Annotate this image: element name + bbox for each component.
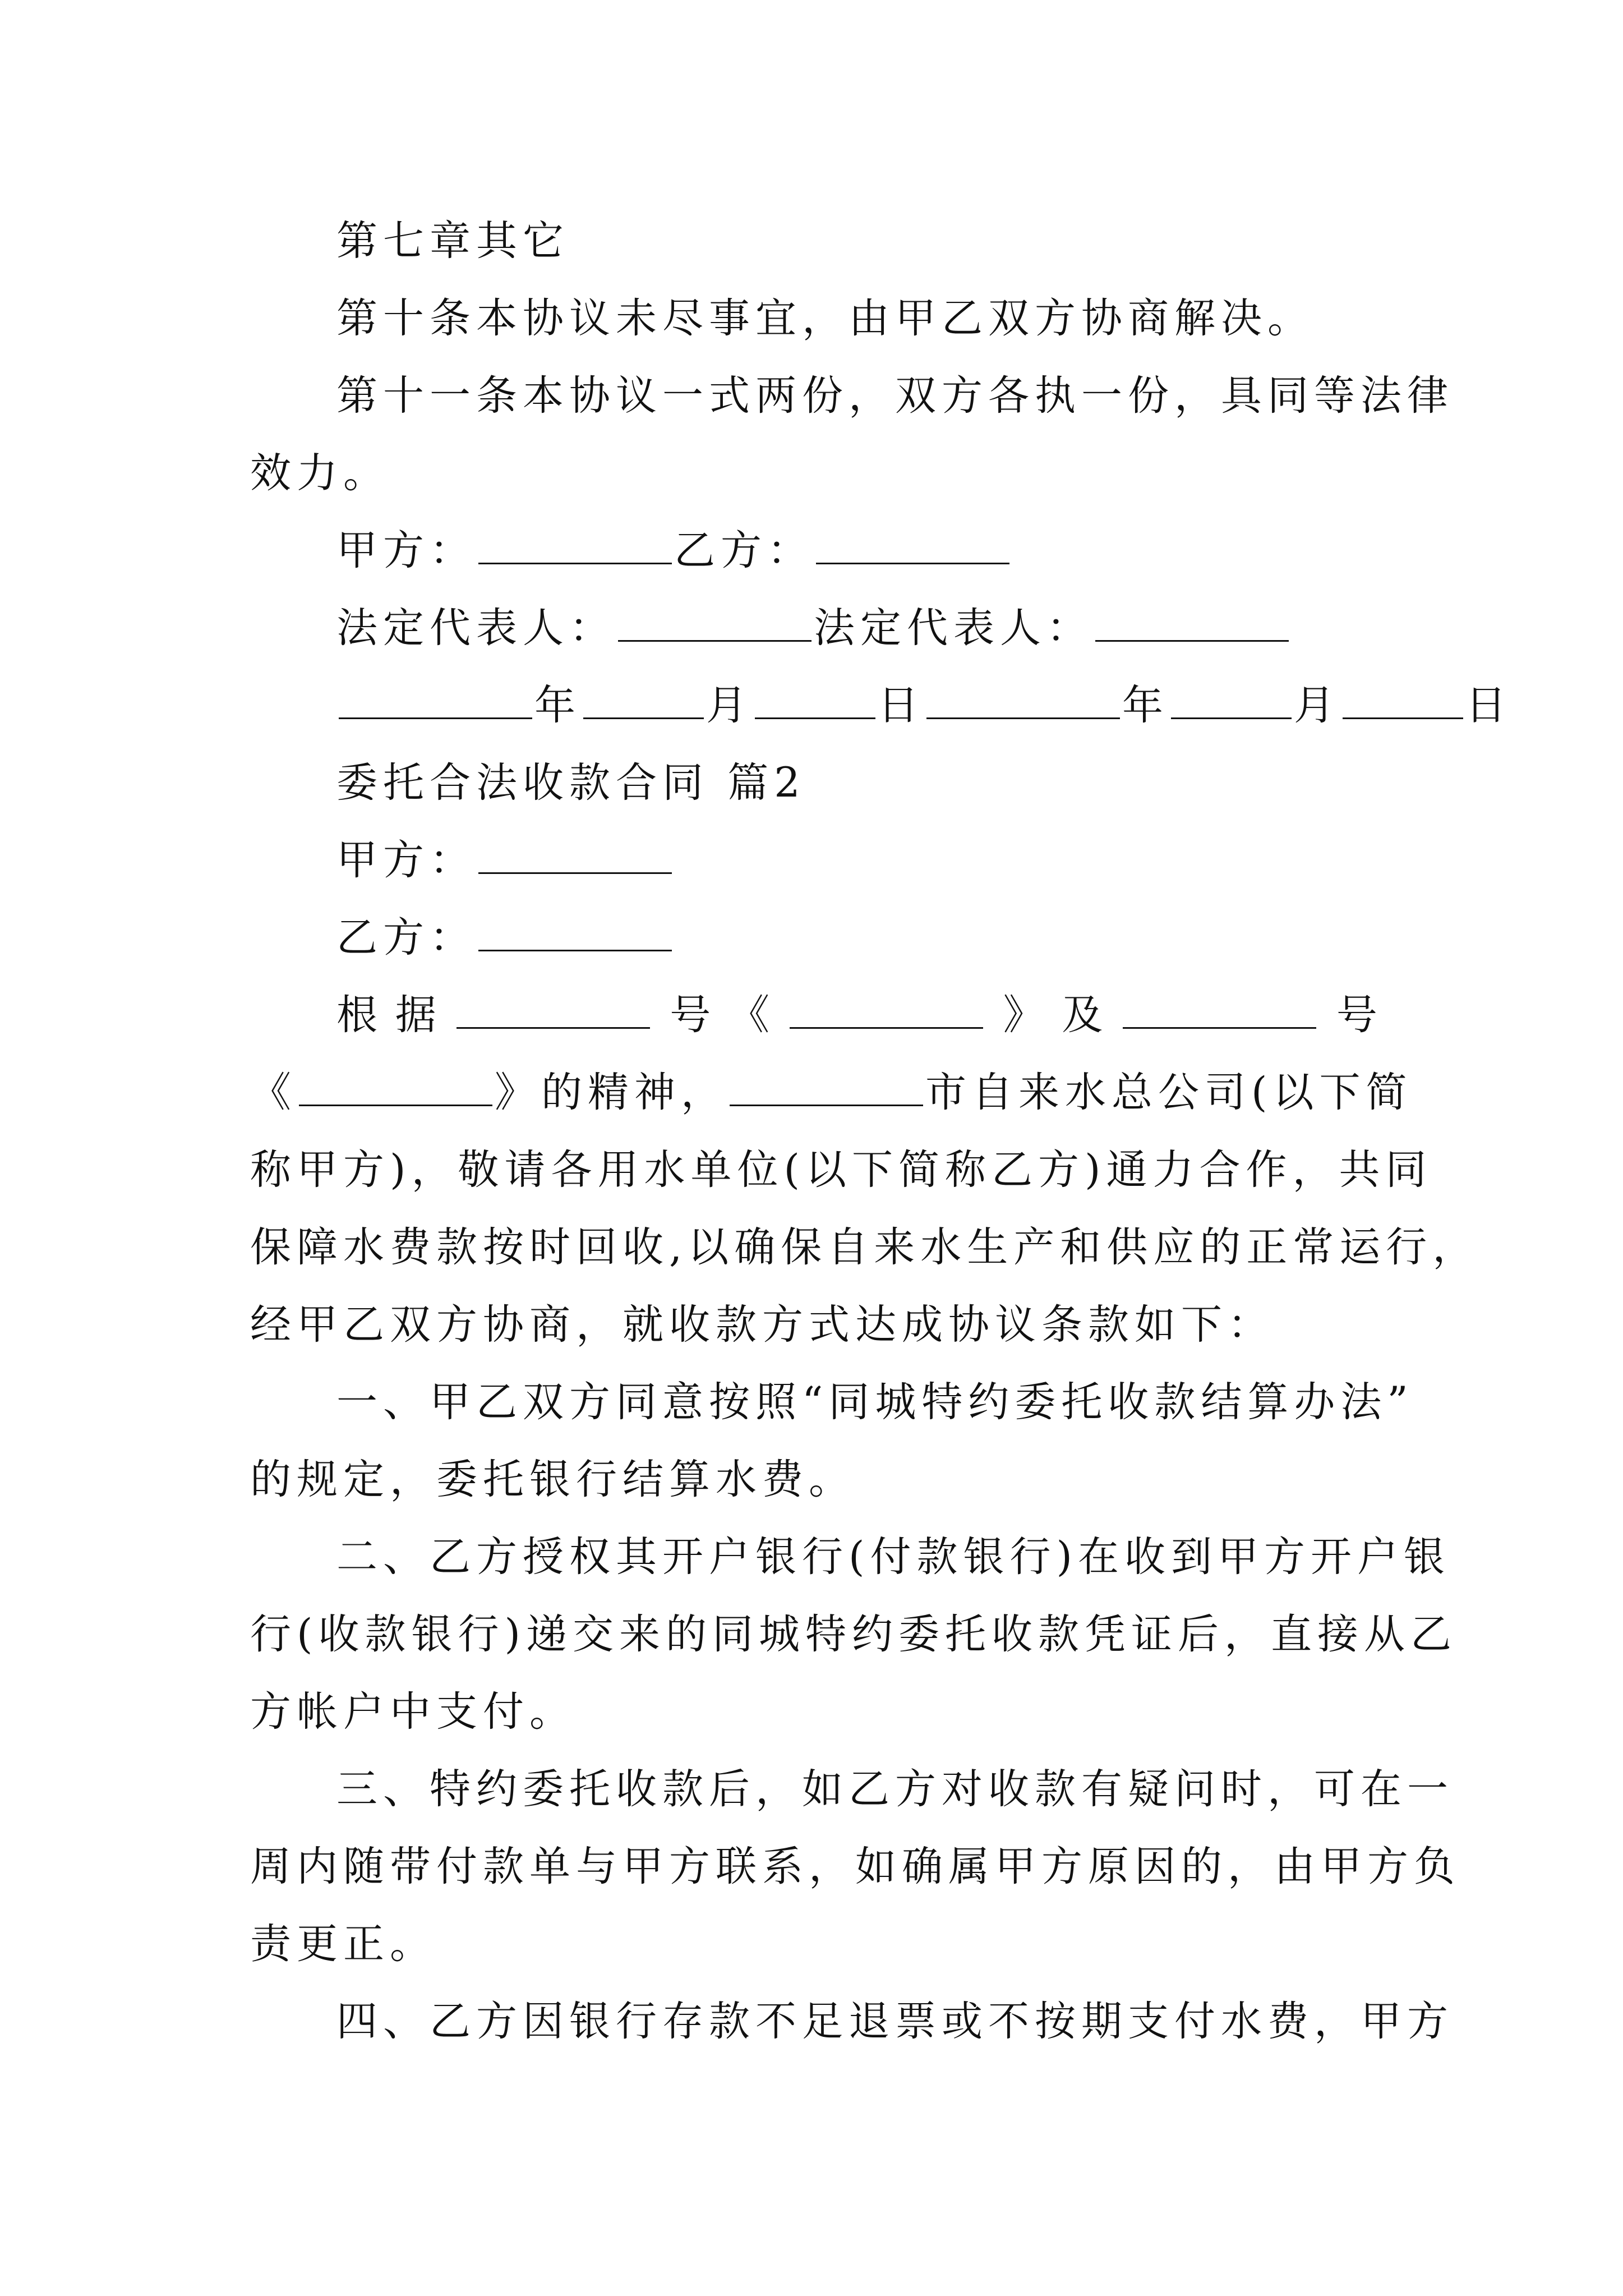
party-a-blank [478,870,672,874]
year-a-label: 年 [534,682,581,729]
sign-party-a-label: 甲方： [336,527,476,574]
spirit-blank-2 [730,1102,923,1106]
intro-line-3: 称甲方)，敬请各用水单位(以下简称乙方)通力合作，共同 [250,1146,1432,1194]
rep-b-blank [1095,638,1289,642]
month-a-label: 月 [706,682,753,729]
basis-word-2: 据 [395,991,436,1039]
basis-blank-3 [1123,1025,1316,1029]
basis-line-2 [250,1065,1413,1121]
party-b-signature-blank [816,560,1009,564]
spirit-quote-open: 《 [250,1069,297,1116]
article-10: 第十条本协议未尽事宜，由甲乙双方协商解决。 [336,295,1314,342]
spirit-tail: 市自来水总公司(以下简 [925,1069,1413,1116]
year-b-label: 年 [1122,682,1169,729]
sign-party-b-label: 乙方： [674,527,814,574]
item-3-line-2: 周内随带付款单与甲方联系，如确属甲方原因的，由甲方负 [250,1843,1460,1890]
rep-a-blank [618,638,811,642]
month-b-label: 月 [1294,682,1340,729]
basis-ji: 及 [1062,991,1103,1039]
day-b-blank [1343,715,1463,719]
party-b-blank [478,947,672,951]
basis-word-1: 根 [336,991,377,1039]
basis-blank-2 [790,1025,983,1029]
intro-line-5: 经甲乙双方协商，就收款方式达成协议条款如下： [250,1301,1274,1349]
day-a-label: 日 [878,682,924,729]
item-1-line-1: 一、甲乙双方同意按照“同城特约委托收款结算办法” [336,1378,1414,1426]
day-a-blank [755,715,875,719]
signature-parties-line [336,523,1377,579]
basis-quote-close: 》 [1003,991,1044,1039]
item-2-line-3: 方帐户中支付。 [250,1688,576,1736]
spirit-quote-close: 》的精神， [495,1069,727,1116]
spirit-blank-1 [299,1102,492,1106]
article-11-line-2: 效力。 [250,449,390,497]
month-a-blank [583,715,704,719]
basis-line-1 [336,987,1377,1043]
date-line [336,678,1512,734]
year-b-blank [926,715,1120,719]
intro-line-4: 保障水费款按时回收,以确保自来水生产和供应的正常运行， [250,1223,1479,1271]
item-2-line-2: 行(收款银行)递交来的同城特约委托收款凭证后，直接从乙 [250,1611,1457,1658]
article-11-line-1: 第十一条本协议一式两份，双方各执一份，具同等法律 [336,372,1454,420]
rep-label-b: 法定代表人： [814,604,1093,652]
section-2-title: 委托合法收款合同 篇2 [336,759,806,807]
rep-label-a: 法定代表人： [336,604,616,652]
day-b-label: 日 [1465,682,1512,729]
party-a-label: 甲方： [336,836,476,884]
legal-representative-line [336,600,1377,656]
item-3-line-1: 三、特约委托收款后，如乙方对收款有疑问时，可在一 [336,1765,1454,1813]
chapter-title: 第七章其它 [336,217,569,265]
basis-hao-1: 号 [670,991,711,1039]
month-b-blank [1171,715,1292,719]
party-b-label: 乙方： [336,914,476,961]
item-4-line-1: 四、乙方因银行存款不足退票或不按期支付水费，甲方 [336,1998,1454,2045]
basis-hao-2: 号 [1336,991,1377,1039]
party-a-line [336,832,1377,889]
year-a-blank [339,715,532,719]
item-1-line-2: 的规定，委托银行结算水费。 [250,1456,855,1503]
party-a-signature-blank [478,560,672,564]
basis-blank-1 [457,1025,650,1029]
basis-quote-open: 《 [728,991,770,1039]
item-3-line-3: 责更正。 [250,1920,436,1968]
item-2-line-1: 二、乙方授权其开户银行(付款银行)在收到甲方开户银 [336,1533,1450,1581]
party-b-line [336,910,1377,966]
